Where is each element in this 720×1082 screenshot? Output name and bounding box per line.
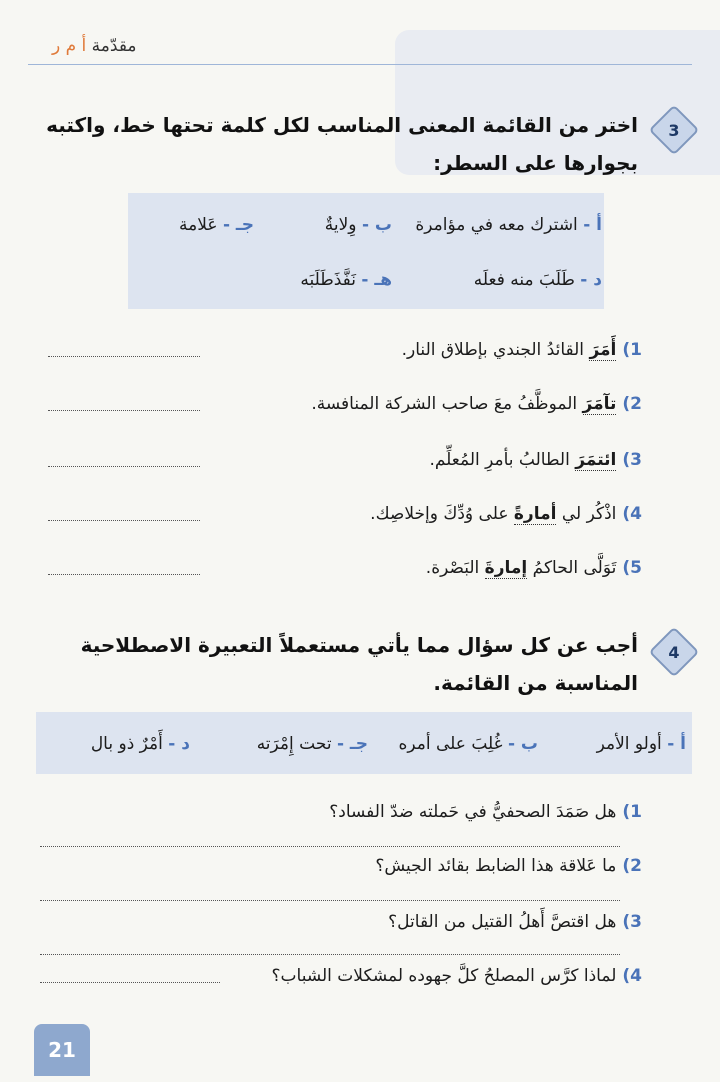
page-header bbox=[28, 30, 692, 65]
q3-item-2: 2)تآمَرَ الموظَّفُ معَ صاحب الشركة المنافسة. bbox=[311, 394, 642, 414]
q3-option-d: د - طَلَبَ منه فعلَه bbox=[473, 270, 602, 290]
q3-options-box bbox=[128, 193, 604, 309]
q3-item-4: 4)اذْكُر لي أمارةً على وُدِّكَ وإخلاصِك. bbox=[370, 504, 642, 524]
question-3-number-badge: 3 bbox=[649, 105, 700, 156]
q3-item-1: 1)أَمَرَ القائدُ الجندي بإطلاق النار. bbox=[401, 340, 642, 360]
header-title: مقدّمة bbox=[91, 36, 137, 56]
q3-answer-line-4[interactable] bbox=[48, 520, 200, 521]
q3-answer-line-1[interactable] bbox=[48, 356, 200, 357]
q4-option-b: ب - غُلِبَ على أمره bbox=[398, 734, 538, 754]
q4-item-3: 3)هل اقتصَّ أَهلُ القتيل من القاتل؟ bbox=[388, 912, 642, 932]
header-root-letters: أ م ر bbox=[52, 36, 87, 56]
q4-option-a: أ - أولو الأمر bbox=[596, 734, 686, 754]
q4-option-d: د - أَمْرٌ ذو بال bbox=[90, 734, 190, 754]
q4-item-2: 2)ما عَلاقة هذا الضابط بقائد الجيش؟ bbox=[375, 856, 642, 876]
q4-answer-line-2[interactable] bbox=[40, 900, 620, 901]
q3-option-b: ب - وِلايةٌ bbox=[324, 215, 392, 235]
q4-answer-line-4[interactable] bbox=[40, 982, 220, 983]
q3-item-5: 5)تَوَلَّى الحاكمُ إمارةَ البَصْرة. bbox=[425, 558, 642, 578]
q4-answer-line-1[interactable] bbox=[40, 846, 620, 847]
page-number: 21 bbox=[34, 1024, 90, 1076]
question-4-instruction: أجب عن كل سؤال مما يأتي مستعملاً التعبيرة الاصطلاحية المناسبة من القائمة. bbox=[80, 633, 638, 695]
q4-option-c: جـ - تحت إِمْرَته bbox=[256, 734, 368, 754]
q3-option-e: هـ - نَفَّذَطَلَبَه bbox=[300, 270, 392, 290]
q3-answer-line-2[interactable] bbox=[48, 410, 200, 411]
question-4-number-badge: 4 bbox=[649, 627, 700, 678]
q3-option-c: جـ - عَلامة bbox=[179, 215, 254, 235]
question-3-instruction: اختر من القائمة المعنى المناسب لكل كلمة تحتها خط، واكتبه بجوارها على السطر: bbox=[46, 113, 638, 175]
q3-option-a: أ - اشترك معه في مؤامرة bbox=[415, 215, 602, 235]
q4-item-4: 4)لماذا كرَّس المصلحُ كلَّ جهوده لمشكلات الشباب؟ bbox=[271, 966, 642, 986]
q4-answer-line-3[interactable] bbox=[40, 954, 620, 955]
q3-item-3: 3)ائتمَرَ الطالبُ بأمرِ المُعلِّم. bbox=[429, 450, 642, 470]
q3-answer-line-3[interactable] bbox=[48, 466, 200, 467]
q3-answer-line-5[interactable] bbox=[48, 574, 200, 575]
q4-item-1: 1)هل صَمَدَ الصحفيُّ في حَملته ضدّ الفساد؟ bbox=[329, 802, 642, 822]
